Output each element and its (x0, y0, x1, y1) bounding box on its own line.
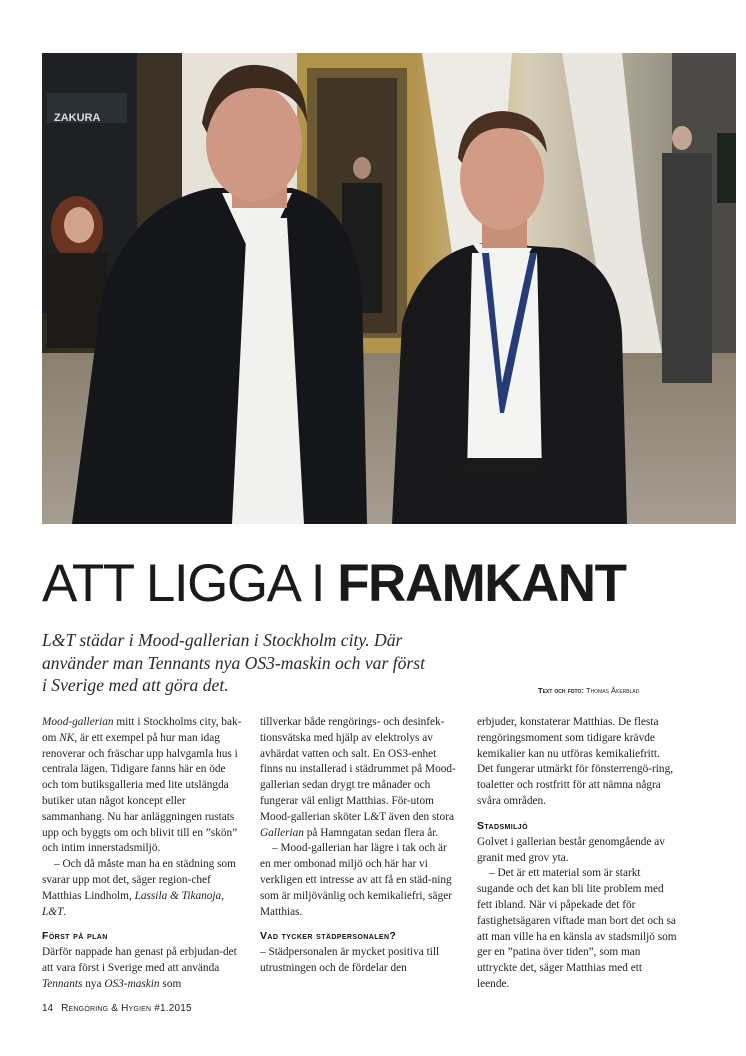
byline (538, 686, 738, 695)
subheading: Först på plan (42, 930, 108, 943)
text-span: på Hamngatan sedan flera år. (303, 826, 439, 839)
paragraph: Golvet i gallerian består genomgående av granit med grov yta. (477, 835, 665, 864)
inline-emphasis: Mood-gallerian (42, 716, 114, 728)
headline-light: ATT LIGGA I (42, 554, 338, 613)
inline-emphasis: Gallerian (260, 826, 304, 839)
text-span: Därför nappade han genast på erbjudan-det att vara först i Sverige med att använda (42, 946, 237, 975)
text-span: tillverkar både rengörings- och desinfek-tionsvätska med hjälp av elektrolys av avhärdat vatten och salt. En OS3-enhet finns nu installerad i städrummet på Mood-gallerian sedan drygt tre månader och fungerar väl enligt Matthias. För-utom Mood-gallerian sköter L&T även den stora (260, 716, 456, 823)
paragraph (260, 715, 460, 841)
lead-line: L&T städar i Mood-gallerian i Stockholm city. Där (42, 630, 403, 650)
article-lead (42, 629, 462, 697)
paragraph (42, 857, 242, 920)
subheading: Stadsmiljö (477, 819, 528, 832)
page-footer (42, 1003, 192, 1014)
paragraph (42, 945, 242, 992)
text-column-2 (260, 715, 460, 977)
page-number: 14 (42, 1003, 54, 1014)
paragraph: erbjuder, konstaterar Matthias. De flesta rengöringsmoment som tidigare krävde kemikalier kan nu utföras kemikaliefritt. Det fungerar utmärkt för fönsterrengö-ring, toaletter och rostfritt för att nämna några svåra områden. (477, 716, 674, 807)
article-headline (42, 554, 742, 614)
text-span: . (63, 905, 67, 918)
article-photo (42, 53, 736, 524)
store-sign-text: ZAKURA (54, 112, 101, 124)
byline-name: Thomas Åkerblad (585, 686, 640, 695)
text-span: nya (82, 977, 105, 990)
inline-emphasis: Lassila & Tikanoja, L&T (42, 889, 225, 918)
inline-emphasis: OS3-maskin (104, 977, 160, 990)
text-span: som (159, 977, 182, 990)
text-span: – Och då måste man ha en städning som svarar upp mot det, säger region-chef Matthias Lindholm, (42, 858, 236, 902)
text-column-1 (42, 715, 242, 993)
text-span: , är ett exempel på hur man idag renoverar och fräschar upp halvgamla hus i centrala lägen. Tidigare fanns här en öde och tom butiksgalleria med lite utslängda butiker utan något koncept eller sammanhang. Nu har anläggningen rustats upp och byggts om och blivit till en ”skön” och intim innerstadsmiljö. (42, 731, 238, 855)
headline-bold: FRAMKANT (337, 554, 626, 613)
text-span: mitt i Stockholms city, bak-om (42, 716, 242, 744)
inline-emphasis: Tennants (42, 977, 83, 990)
subheading: Vad tycker städpersonalen? (260, 930, 397, 943)
paragraph: – Mood-gallerian har lägre i tak och är en mer ombonad miljö och här har vi verkligen ett intresse av att få en städ-ning som är miljövänlig och kemikaliefri, säger Matthias. (260, 842, 452, 918)
inline-emphasis: NK (59, 731, 75, 744)
lead-line: använder man Tennants nya OS3-maskin och var först (42, 652, 425, 673)
lead-line: i Sverige med att göra det. (42, 675, 229, 695)
paragraph: – Det är ett material som är starkt sugande och det kan bli lite problem med fett ibland. När vi påpekade det för fastighetsägaren viftade man bort det och sa att man ville ha en känsla av stadsmiljö som ger en ”patina över tiden”, som man uttryckte det, säger Matthias med ett leende. (477, 867, 677, 990)
text-column-3 (477, 715, 677, 993)
paragraph: – Städpersonalen är mycket positiva till utrustningen och de fördelar den (260, 946, 440, 975)
magazine-title: Rengöring & Hygien #1.2015 (61, 1003, 192, 1014)
byline-label: Text och foto: (538, 686, 584, 695)
paragraph (42, 715, 242, 857)
